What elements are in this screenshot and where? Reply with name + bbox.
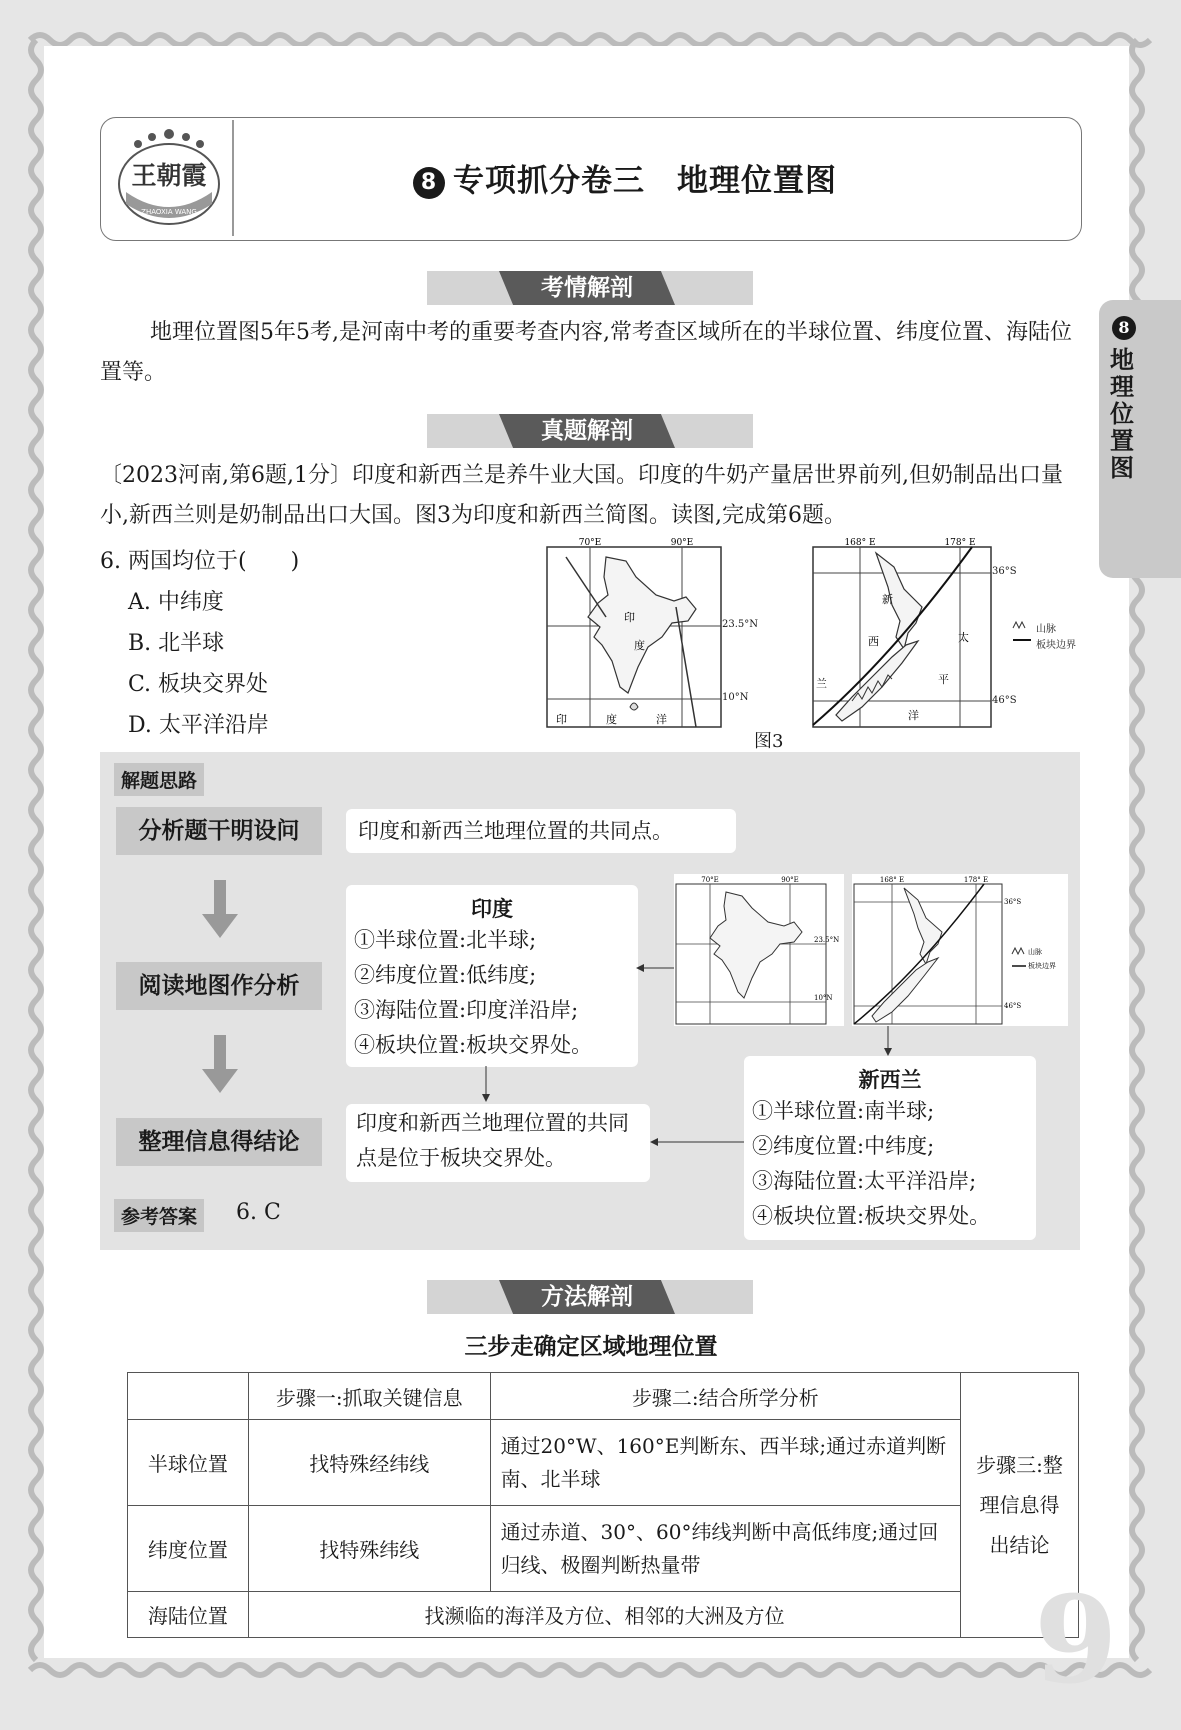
step1-result: 印度和新西兰地理位置的共同点。 — [346, 809, 736, 853]
row-hemisphere-step2: 通过20°W、160°E判断东、西半球;通过赤道判断南、北半球 — [490, 1420, 961, 1506]
india-analysis-box — [346, 885, 638, 1067]
small-nz-lat1: 36°S — [1004, 898, 1022, 906]
table-row — [128, 1420, 1079, 1506]
option-d[interactable]: D. 太平洋沿岸 — [128, 713, 269, 738]
india-lon2: 90°E — [670, 538, 694, 548]
row-landsea-name: 海陆位置 — [128, 1592, 249, 1638]
conclusion-box: 印度和新西兰地理位置的共同点是位于板块交界处。 — [346, 1104, 650, 1182]
india-lat2: 10°N — [722, 692, 749, 703]
nz-analysis-box — [744, 1056, 1036, 1240]
table-step3-cell: 步骤三:整理信息得出结论 — [961, 1373, 1079, 1638]
exam-analysis-text: 地理位置图5年5考,是河南中考的重要考查内容,常考查区域所在的半球位置、纬度位置、海陆位置等。 — [100, 320, 1072, 385]
india-item-4: ④板块位置:板块交界处。 — [354, 1033, 593, 1057]
india-ocean-3: 洋 — [656, 713, 667, 726]
title-number-badge: 8 — [413, 167, 445, 199]
nz-lon1: 168° E — [844, 538, 876, 548]
question-stem: 6. 两国均位于( ) — [100, 549, 300, 574]
banner-method — [427, 1280, 753, 1314]
table-row — [128, 1506, 1079, 1592]
side-tab-number: 8 — [1112, 316, 1136, 340]
nz-item-3: ③海陆位置:太平洋沿岸; — [752, 1169, 977, 1193]
india-item-2: ②纬度位置:低纬度; — [354, 963, 537, 987]
banner-real-question — [427, 414, 753, 448]
row-hemisphere-name: 半球位置 — [128, 1420, 249, 1506]
india-item-1: ①半球位置:北半球; — [354, 928, 537, 952]
small-india-lat1: 23.5°N — [814, 936, 840, 944]
nz-label-3: 兰 — [816, 677, 827, 690]
logo-divider — [232, 120, 234, 236]
answer-tag: 参考答案 — [114, 1199, 204, 1232]
india-ocean-1: 印 — [556, 713, 567, 726]
table-row — [128, 1592, 1079, 1638]
small-legend-boundary: 板块边界 — [1028, 962, 1056, 970]
arrow-down-2 — [200, 1035, 240, 1095]
nz-item-2: ②纬度位置:中纬度; — [752, 1134, 935, 1158]
india-map — [546, 537, 722, 729]
nz-label-1: 新 — [882, 593, 893, 606]
legend-boundary: 板块边界 — [1036, 640, 1076, 651]
india-lat1: 23.5°N — [722, 619, 759, 630]
logo-text: 王朝霞 — [131, 161, 207, 190]
row-latitude-step1: 找特殊纬线 — [248, 1506, 490, 1592]
banner-exam-analysis — [427, 271, 753, 305]
logo-subtext: ZHAOXIA WANG — [141, 208, 197, 216]
option-c[interactable]: C. 板块交界处 — [128, 672, 269, 697]
nz-lat1: 36°S — [992, 566, 1017, 577]
table-head-step2: 步骤二:结合所学分析 — [490, 1373, 961, 1420]
new-zealand-map — [812, 537, 992, 729]
brand-logo — [110, 122, 228, 234]
nz-lon2: 178° E — [944, 538, 976, 548]
nz-label-4: 太 — [958, 631, 969, 644]
row-latitude-name: 纬度位置 — [128, 1506, 249, 1592]
banner-method-label: 方法解剖 — [541, 1284, 633, 1310]
india-box-title: 印度 — [471, 896, 513, 921]
india-label-2: 度 — [634, 639, 645, 652]
india-map-small — [674, 874, 844, 1026]
row-hemisphere-step1: 找特殊经纬线 — [248, 1420, 490, 1506]
figure-caption: 图3 — [754, 731, 784, 752]
india-lon1: 70°E — [578, 538, 602, 548]
nz-lat2: 46°S — [992, 695, 1017, 706]
method-table — [127, 1372, 1079, 1638]
answer-text: 6. C — [236, 1200, 281, 1225]
nz-label-5: 平 — [938, 673, 949, 686]
step2-box: 阅读地图作分析 — [116, 962, 322, 1010]
india-ocean-2: 度 — [606, 713, 617, 726]
arrow-left-to-conclusion — [650, 1134, 744, 1150]
arrow-left-to-india — [636, 960, 676, 976]
row-latitude-step2: 通过赤道、30°、60°纬线判断中高低纬度;通过回归线、极圈判断热量带 — [490, 1506, 961, 1592]
small-nz-lat2: 46°S — [1004, 1002, 1022, 1010]
legend-mountain: 山脉 — [1036, 624, 1056, 635]
row-landsea-merged: 找濒临的海洋及方位、相邻的大洲及方位 — [248, 1592, 960, 1638]
page-number: 9 — [1034, 1570, 1118, 1711]
side-tab-label: 地理位置图 — [1110, 345, 1134, 482]
step3-box: 整理信息得结论 — [116, 1118, 322, 1166]
arrow-down-1 — [200, 880, 240, 940]
method-subtitle: 三步走确定区域地理位置 — [464, 1334, 718, 1360]
arrow-down-to-conclusion — [478, 1066, 494, 1102]
arrow-down-to-nz — [880, 1026, 896, 1056]
nz-item-1: ①半球位置:南半球; — [752, 1099, 935, 1123]
table-corner-cell — [128, 1373, 249, 1420]
option-b[interactable]: B. 北半球 — [128, 631, 225, 656]
small-nz-lon2: 178° E — [963, 876, 989, 884]
question-intro: 〔2023河南,第6题,1分〕印度和新西兰是养牛业大国。印度的牛奶产量居世界前列,但奶制品出口量小,新西兰则是奶制品出口大国。图3为印度和新西兰简图。读图,完成第6题。 — [100, 463, 1063, 528]
option-a[interactable]: A. 中纬度 — [128, 590, 224, 615]
table-header-row — [128, 1373, 1079, 1420]
title-text: 专项抓分卷三 地理位置图 — [453, 163, 837, 199]
small-india-lon2: 90°E — [781, 876, 799, 884]
page-title — [413, 155, 837, 200]
nz-item-4: ④板块位置:板块交界处。 — [752, 1204, 991, 1228]
step1-box: 分析题干明设问 — [116, 807, 322, 855]
banner-real-question-label: 真题解剖 — [541, 418, 633, 444]
india-label-1: 印 — [624, 611, 635, 624]
nz-label-6: 洋 — [908, 709, 919, 722]
banner-exam-analysis-label: 考情解剖 — [541, 275, 633, 301]
nz-map-small — [852, 874, 1068, 1026]
small-india-lat2: 10°N — [814, 994, 833, 1002]
table-head-step1: 步骤一:抓取关键信息 — [248, 1373, 490, 1420]
nz-label-2: 西 — [868, 635, 879, 648]
map-legend-symbols — [1012, 620, 1032, 644]
india-item-3: ③海陆位置:印度洋沿岸; — [354, 998, 579, 1022]
nz-box-title: 新西兰 — [858, 1067, 922, 1092]
thinking-tag: 解题思路 — [114, 763, 204, 796]
small-nz-lon1: 168° E — [879, 876, 905, 884]
small-legend-mountain: 山脉 — [1028, 948, 1042, 956]
small-india-lon1: 70°E — [701, 876, 719, 884]
